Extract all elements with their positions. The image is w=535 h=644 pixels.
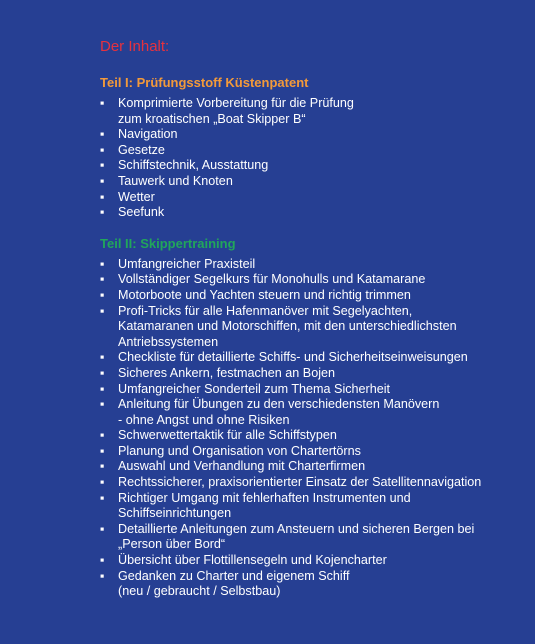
list-item-text: Übersicht über Flottillensegeln und Kojencharter — [118, 553, 387, 568]
list-item — [100, 522, 520, 553]
list-item — [100, 350, 520, 366]
list-item — [100, 444, 520, 460]
list-item — [100, 288, 520, 304]
list-item — [100, 397, 520, 428]
bullet-icon: ▪ — [100, 189, 105, 204]
list-item — [100, 96, 520, 127]
list-item-text: Tauwerk und Knoten — [118, 173, 233, 188]
bullet-icon: ▪ — [100, 256, 105, 271]
bullet-icon: ▪ — [100, 205, 105, 220]
list-item — [100, 491, 520, 522]
section-list — [100, 96, 520, 221]
bullet-icon: ▪ — [100, 96, 105, 110]
list-item-text: Richtiger Umgang mit fehlerhaften Instrumenten und Schiffseinrichtungen — [118, 490, 411, 521]
list-item — [100, 205, 520, 221]
list-item-text: Gesetze — [118, 142, 165, 157]
list-item — [100, 143, 520, 159]
list-item — [100, 459, 520, 475]
list-item — [100, 190, 520, 206]
list-item-text: Checkliste für detaillierte Schiffs- und Sicherheitseinweisungen — [118, 350, 468, 365]
bullet-icon: ▪ — [100, 287, 105, 302]
bullet-icon: ▪ — [100, 568, 105, 583]
table-of-contents — [100, 38, 520, 600]
list-item — [100, 366, 520, 382]
bullet-icon: ▪ — [100, 475, 105, 490]
list-item — [100, 382, 520, 398]
section-part-2 — [100, 236, 520, 600]
list-item — [100, 428, 520, 444]
list-item-text: Vollständiger Segelkurs für Monohulls und Katamarane — [118, 272, 426, 287]
list-item — [100, 272, 520, 288]
page-title: Der Inhalt: — [100, 38, 170, 55]
list-item-text: Anleitung für Übungen zu den verschiedensten Manövern - ohne Angst und ohne Risiken — [118, 397, 440, 427]
bullet-icon: ▪ — [100, 521, 105, 536]
section-part-1 — [100, 75, 520, 221]
list-item-text: Detaillierte Anleitungen zum Ansteuern und sicheren Bergen bei „Person über Bord“ — [118, 521, 475, 552]
list-item-text: Planung und Organisation von Chartertörns — [118, 443, 361, 458]
list-item-text: Auswahl und Verhandlung mit Charterfirmen — [118, 459, 366, 474]
list-item — [100, 569, 520, 600]
list-item-text: Motorboote und Yachten steuern und richtig trimmen — [118, 287, 411, 302]
list-item — [100, 257, 520, 273]
bullet-icon: ▪ — [100, 553, 105, 568]
list-item-text: Navigation — [118, 127, 178, 142]
section-heading: Teil II: Skippertraining — [100, 235, 236, 251]
list-item-text: Komprimierte Vorbereitung für die Prüfung zum kroatischen „Boat Skipper B“ — [118, 96, 354, 126]
list-item-text: Schiffstechnik, Ausstattung — [118, 158, 269, 173]
bullet-icon: ▪ — [100, 350, 105, 365]
bullet-icon: ▪ — [100, 158, 105, 173]
list-item-text: Sicheres Ankern, festmachen an Bojen — [118, 365, 336, 380]
list-item-text: Umfangreicher Praxisteil — [118, 256, 256, 271]
section-list — [100, 257, 520, 600]
bullet-icon: ▪ — [100, 459, 105, 474]
bullet-icon: ▪ — [100, 272, 105, 287]
bullet-icon: ▪ — [100, 490, 105, 505]
bullet-icon: ▪ — [100, 381, 105, 396]
bullet-icon: ▪ — [100, 303, 105, 318]
bullet-icon: ▪ — [100, 127, 105, 142]
list-item-text: Seefunk — [118, 205, 165, 220]
list-item-text: Profi-Tricks für alle Hafenmanöver mit Segelyachten, Katamaranen und Motorschiffen, mit den unterschiedlichsten Antriebssystemen — [118, 303, 457, 349]
list-item-text: Umfangreicher Sonderteil zum Thema Sicherheit — [118, 381, 391, 396]
bullet-icon: ▪ — [100, 365, 105, 380]
list-item — [100, 127, 520, 143]
list-item — [100, 174, 520, 190]
list-item — [100, 304, 520, 351]
section-heading: Teil I: Prüfungsstoff Küstenpatent — [100, 75, 309, 90]
bullet-icon: ▪ — [100, 142, 105, 157]
bullet-icon: ▪ — [100, 443, 105, 458]
bullet-icon: ▪ — [100, 173, 105, 188]
list-item-text: Gedanken zu Charter und eigenem Schiff (neu / gebraucht / Selbstbau) — [118, 568, 350, 599]
list-item-text: Schwerwettertaktik für alle Schiffstypen — [118, 428, 337, 443]
list-item — [100, 475, 520, 491]
bullet-icon: ▪ — [100, 397, 105, 412]
list-item-text: Wetter — [118, 189, 155, 204]
bullet-icon: ▪ — [100, 428, 105, 443]
list-item — [100, 158, 520, 174]
list-item — [100, 553, 520, 569]
list-item-text: Rechtssicherer, praxisorientierter Einsatz der Satellitennavigation — [118, 475, 482, 490]
